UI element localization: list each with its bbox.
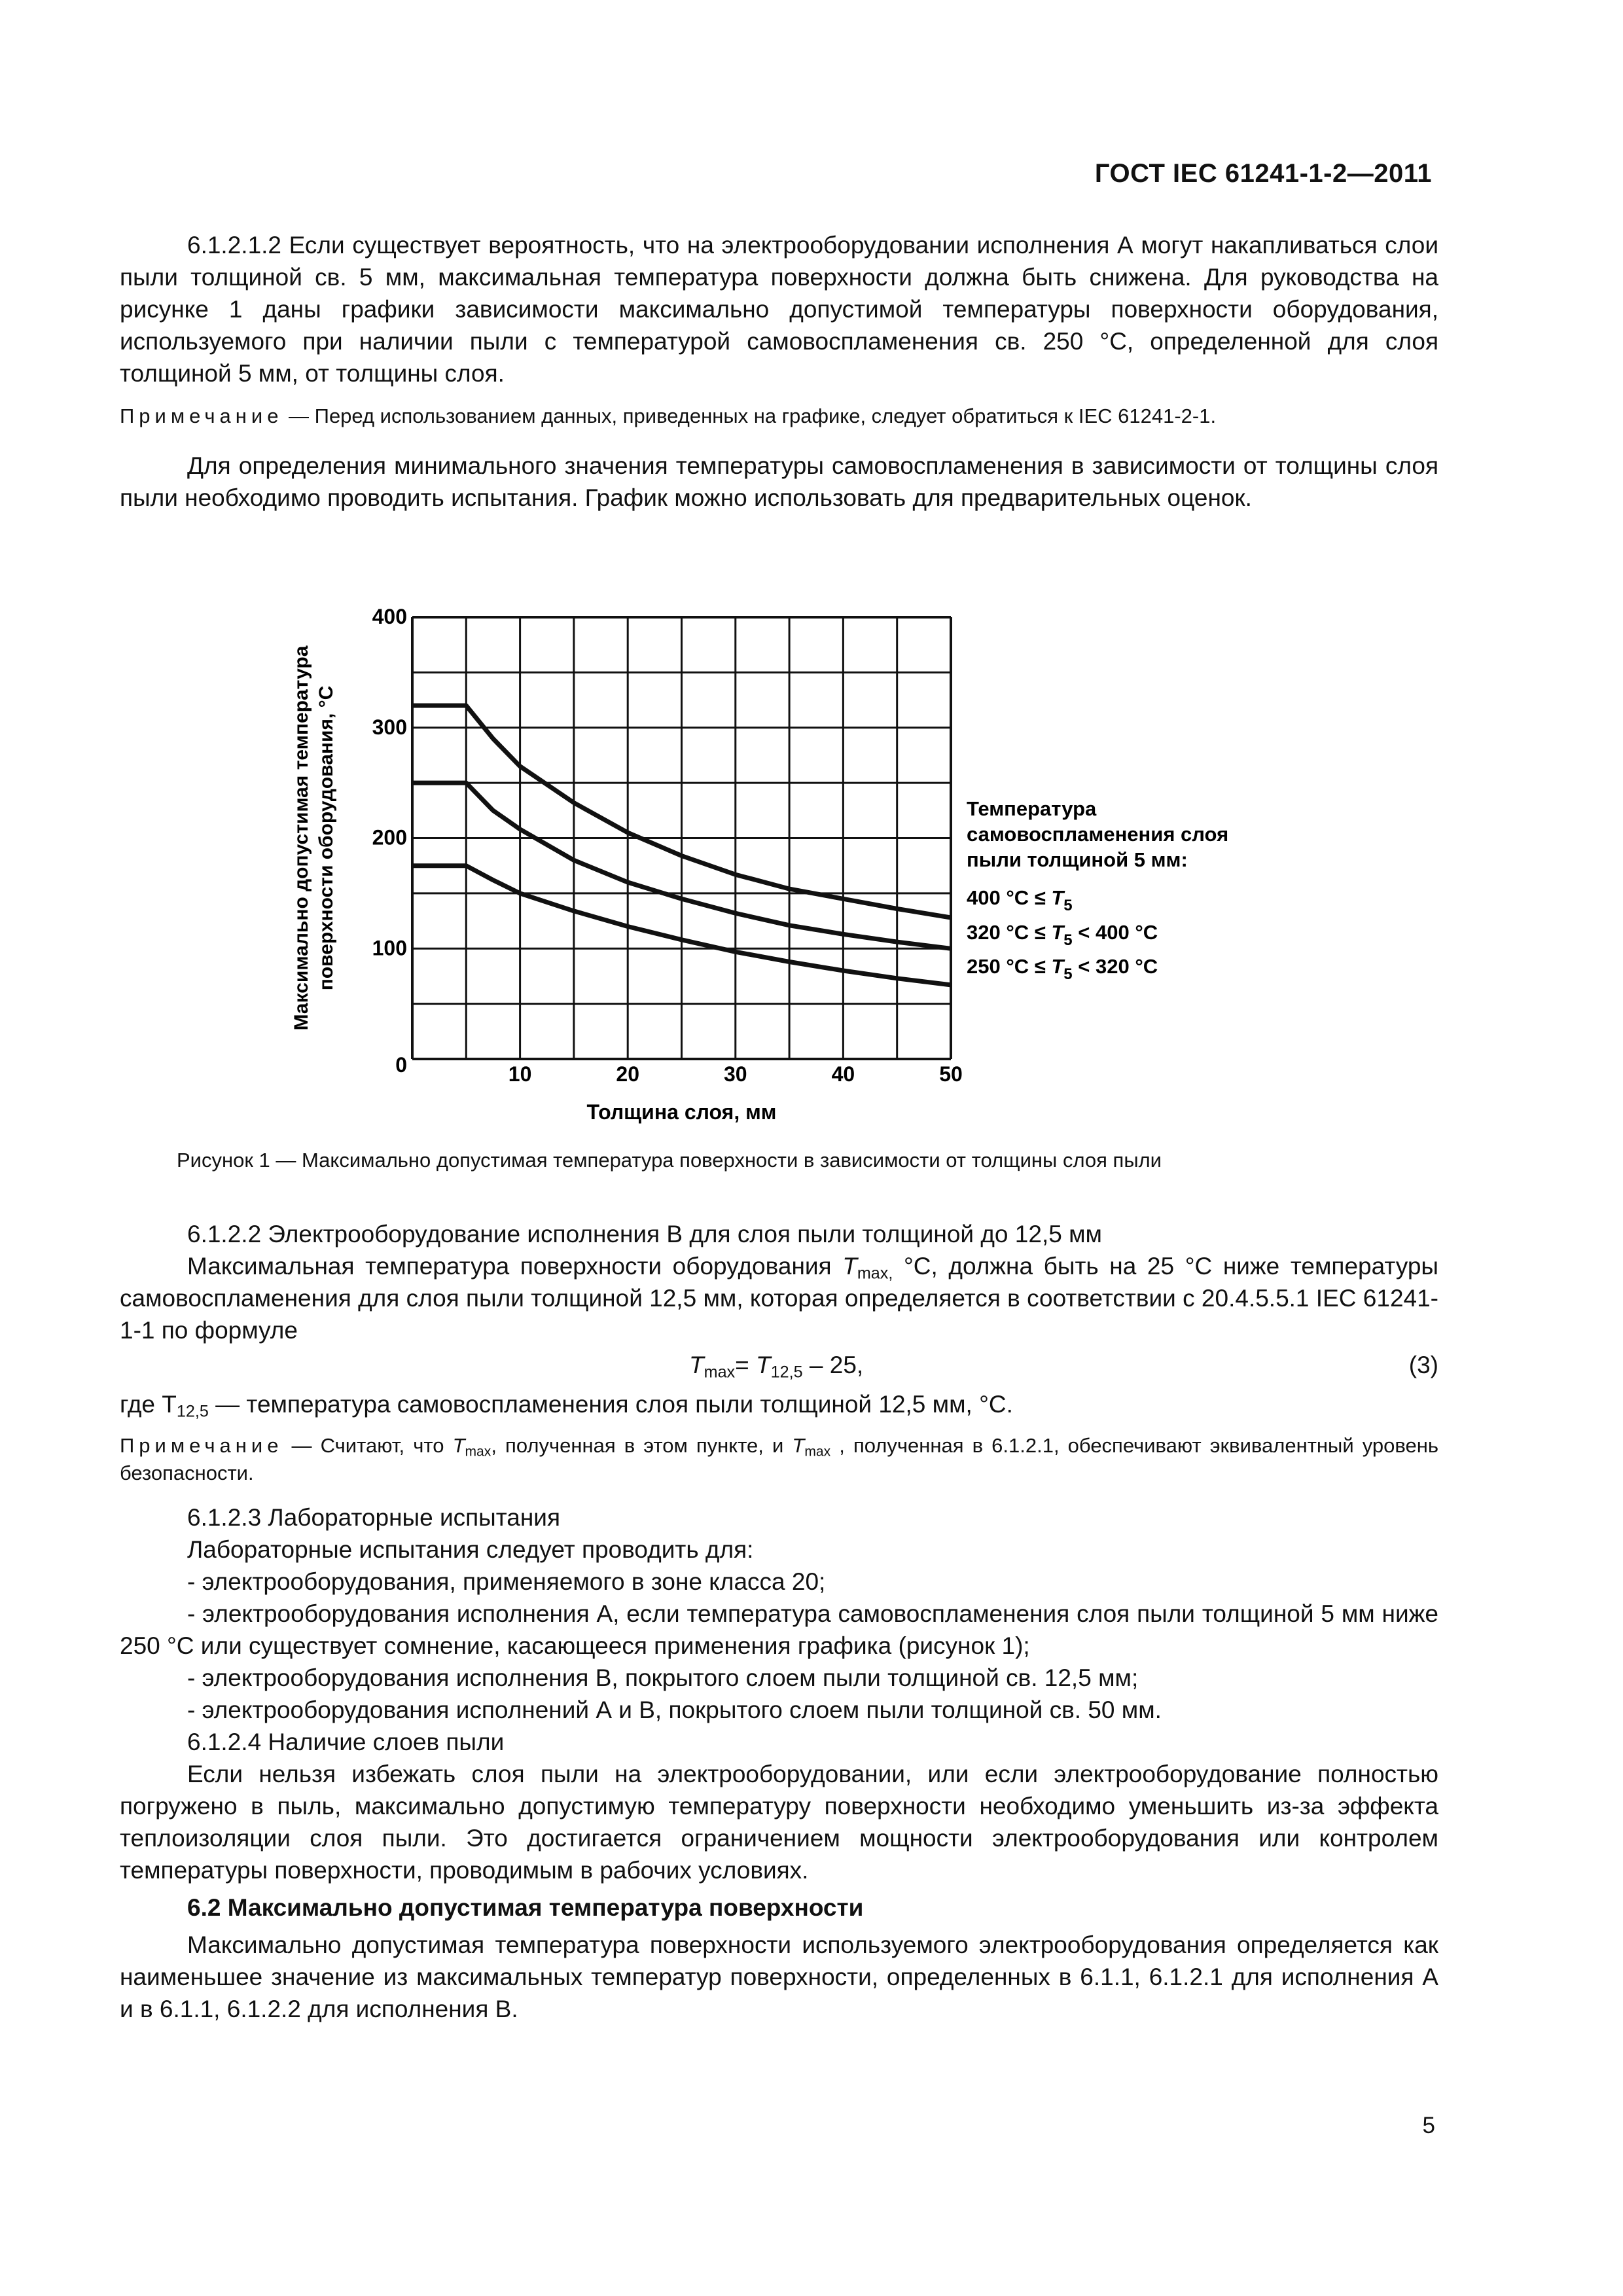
- x-tick-label: 10: [508, 1062, 532, 1086]
- list-item: - электрооборудования исполнения В, покрытого слоем пыли толщиной св. 12,5 мм;: [187, 1664, 1139, 1691]
- equation-number: (3): [1408, 1352, 1438, 1378]
- intro-block: [120, 229, 1438, 514]
- x-tick-label: 20: [616, 1062, 639, 1086]
- y-tick-label: 400: [372, 605, 407, 628]
- series-label: 400 $^\circ С \le T_5$: [967, 886, 1073, 914]
- section-6-1-2-2: [120, 1218, 1438, 2025]
- list-item: - электрооборудования исполнения А, если температура самовоспламенения слоя пыли толщиной 5 мм ниже 250 °С или существует сомнение, касающееся применения графика (рисунок 1);: [120, 1600, 1438, 1659]
- legend-title: пыли толщиной 5 мм:: [967, 848, 1188, 871]
- section-6-2: [120, 1892, 1438, 2025]
- note-label: Примечание: [120, 404, 283, 427]
- paragraph-dust-layers: Если нельзя избежать слоя пыли на электрооборудовании, или если электрооборудование полностью погружено в пыль, максимально допустимую температуру поверхности необходимо уменьшить из-за эффекта теплоизоляции слоя пыли. Это достигается ограничением мощности электрооборудования или контролем температуры поверхности, проводимым в рабочих условиях.: [120, 1761, 1438, 1884]
- heading-6-1-2-2: 6.1.2.2 Электрооборудование исполнения В для слоя пыли толщиной до 12,5 мм: [187, 1221, 1102, 1247]
- y-axis-label: поверхности оборудования, °С: [315, 685, 337, 991]
- x-axis-label: Толщина слоя, мм: [586, 1100, 777, 1124]
- paragraph-tests: Для определения минимального значения температуры самовоспламенения в зависимости от толщины слоя пыли необходимо проводить испытания. График можно использовать для предварительных оценок.: [120, 452, 1438, 511]
- note-1: Примечание — Перед использованием данных, приведенных на графике, следует обратиться к IEC 61241-2-1.: [120, 404, 1217, 427]
- chart-grid: [412, 617, 951, 1059]
- formula: $T_{max}= T_{12,5} - 25$,: [689, 1352, 864, 1382]
- paragraph-6-1-2-1-2: 6.1.2.1.2 Если существует вероятность, что на электрооборудовании исполнения А могут накапливаться слои пыли толщиной св. 5 мм, максимальная температура поверхности должна быть снижена. Для руководства на рисунке 1 даны графики зависимости максимально допустимой температуры поверхности оборудования, используемого при наличии пыли с температурой самовоспламенения св. 250 °С, определенной для слоя толщиной 5 мм, от толщины слоя.: [120, 232, 1438, 387]
- page-number: 5: [1422, 2113, 1435, 2138]
- section-6-1-2-4: [120, 1726, 1438, 1886]
- note-2: Примечание — Считают, что $T_{max}$, полученная в этом пункте, и $T_{max}$ , полученная в 6.1.2.1, обеспечивают эквивалентный уровень безопасности.: [120, 1434, 1438, 1484]
- list-item: - электрооборудования исполнений А и В, покрытого слоем пыли толщиной св. 50 мм.: [187, 1696, 1162, 1723]
- legend-title: самовоспламенения слоя: [967, 823, 1229, 846]
- formula-where: где $T_{12,5}$ — температура самовоспламенения слоя пыли толщиной 12,5 мм, °С.: [120, 1391, 1013, 1421]
- y-tick-label: 100: [372, 936, 407, 960]
- series-label: 320 $^\circ С \le T_5 < 400$ °С: [967, 921, 1158, 949]
- note-label: Примечание: [120, 1434, 283, 1457]
- paragraph-tmax: Максимальная температура поверхности оборудования $T_{max,}$ °С, должна быть на 25 °С ниже температуры самовоспламенения для слоя пыли толщиной 12,5 мм, которая определяется в соответствии с 20.4.5.5.1 IEC 61241-1-1 по формуле: [120, 1253, 1438, 1344]
- heading-6-1-2-4: 6.1.2.4 Наличие слоев пыли: [187, 1729, 505, 1755]
- section-6-1-2-3: [120, 1501, 1438, 1726]
- paragraph-6-2: Максимально допустимая температура поверхности используемого электрооборудования определяется как наименьшее значение из максимальных температур поверхности, определенных в 6.1.1, 6.1.2.1 для исполнения А и в 6.1.1, 6.1.2.2 для исполнения В.: [120, 1931, 1438, 2022]
- y-axis-label: Максимально допустимая температура: [291, 645, 312, 1031]
- heading-6-2: 6.2 Максимально допустимая температура поверхности: [187, 1894, 864, 1921]
- figure-caption: Рисунок 1 — Максимально допустимая температура поверхности в зависимости от толщины слоя пыли: [177, 1149, 1162, 1172]
- tests-intro: Лабораторные испытания следует проводить для:: [187, 1536, 754, 1563]
- y-tick-label: 0: [395, 1053, 407, 1077]
- list-item: - электрооборудования, применяемого в зоне класса 20;: [187, 1568, 826, 1595]
- formula-3: [120, 1349, 1438, 1386]
- y-tick-label: 200: [372, 825, 407, 850]
- y-tick-label: 300: [372, 715, 407, 739]
- figure-1-chart: [288, 588, 1309, 1124]
- heading-6-1-2-3: 6.1.2.3 Лабораторные испытания: [187, 1504, 561, 1531]
- legend-title: Температура: [967, 797, 1097, 820]
- x-tick-label: 30: [724, 1062, 747, 1086]
- x-tick-label: 40: [831, 1062, 855, 1086]
- x-tick-label: 50: [939, 1062, 963, 1086]
- series-label: 250 $^\circ С \le T_5 < 320$ °С: [967, 955, 1158, 983]
- document-header: ГОСТ IEC 61241-1-2—2011: [1094, 159, 1432, 188]
